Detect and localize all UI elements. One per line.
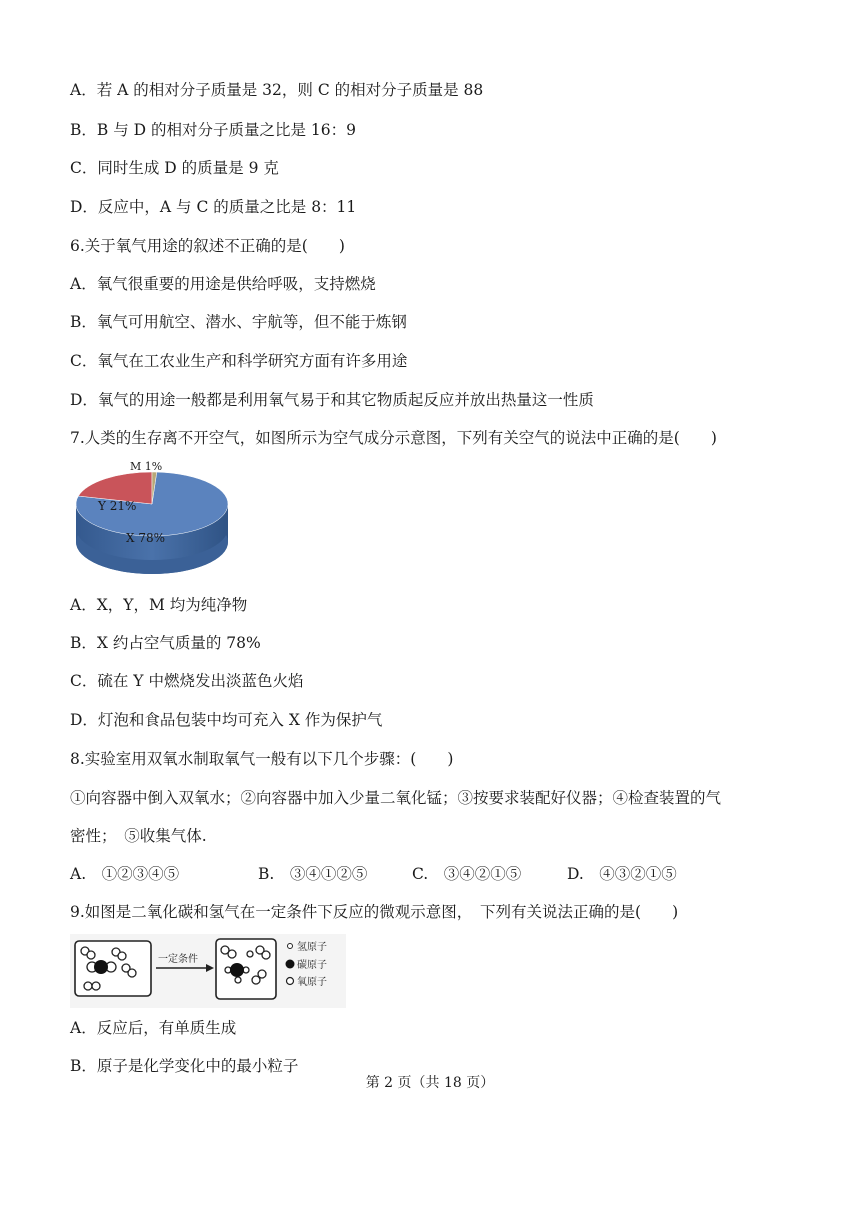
q8-option-d: D. ④③②①⑤ <box>567 865 677 883</box>
q7-option-b: B．X 约占空气质量的 78% <box>70 634 261 652</box>
q6-option-c: C．氧气在工农业生产和科学研究方面有许多用途 <box>70 352 408 370</box>
q8-option-a: A. ①②③④⑤ <box>70 865 180 883</box>
q5-option-b: B．B 与 D 的相对分子质量之比是 16：9 <box>70 121 357 139</box>
q8-option-c: C. ③④②①⑤ <box>412 865 522 883</box>
q6-stem: 6.关于氧气用途的叙述不正确的是( ) <box>70 237 345 255</box>
q5-option-d: D．反应中，A 与 C 的质量之比是 8：11 <box>70 198 357 216</box>
reaction-condition: 一定条件 <box>158 954 198 965</box>
legend-hydrogen: 氢原子 <box>297 942 327 953</box>
pie-label-m: M 1% <box>130 460 163 473</box>
q7-option-a: A．X，Y，M 均为纯净物 <box>70 596 248 614</box>
q5-option-c: C．同时生成 D 的质量是 9 克 <box>70 159 279 177</box>
q7-option-d: D．灯泡和食品包装中均可充入 X 作为保护气 <box>70 711 383 729</box>
q8-steps-line-2: 密性； ⑤收集气体. <box>70 827 207 845</box>
page-footer: 第 2 页（共 18 页） <box>365 1075 495 1091</box>
q7-option-c: C．硫在 Y 中燃烧发出淡蓝色火焰 <box>70 672 304 690</box>
q8-option-b: B. ③④①②⑤ <box>258 865 368 883</box>
q6-option-a: A．氧气很重要的用途是供给呼吸，支持燃烧 <box>70 275 376 293</box>
q6-option-b: B．氧气可用航空、潜水、宇航等，但不能于炼钢 <box>70 313 407 331</box>
q8-steps-line-1: ①向容器中倒入双氧水；②向容器中加入少量二氧化锰；③按要求装配好仪器；④检查装置的气 <box>70 789 722 807</box>
pie-label-x: X 78% <box>126 531 166 545</box>
hydrogen-atom-legend-icon <box>288 944 293 949</box>
pie-label-y: Y 21% <box>98 499 137 513</box>
q7-stem: 7.人类的生存离不开空气，如图所示为空气成分示意图，下列有关空气的说法中正确的是( ) <box>70 429 717 447</box>
air-composition-pie-chart <box>72 458 232 578</box>
reactant-carbon-atom <box>94 960 108 974</box>
q8-stem: 8.实验室用双氧水制取氧气一般有以下几个步骤：( ) <box>70 750 454 768</box>
q9-option-b: B．原子是化学变化中的最小粒子 <box>70 1057 299 1075</box>
legend-carbon: 碳原子 <box>297 960 327 971</box>
q9-option-a: A．反应后，有单质生成 <box>70 1019 237 1037</box>
product-carbon-atom <box>230 963 244 977</box>
carbon-atom-legend-icon <box>286 960 295 969</box>
reaction-micro-diagram <box>70 934 346 1008</box>
q9-stem: 9.如图是二氧化碳和氢气在一定条件下反应的微观示意图， 下列有关说法正确的是( ) <box>70 903 679 921</box>
q6-option-d: D．氧气的用途一般都是利用氧气易于和其它物质起反应并放出热量这一性质 <box>70 391 594 409</box>
q5-option-a: A．若 A 的相对分子质量是 32，则 C 的相对分子质量是 88 <box>70 81 484 99</box>
legend-oxygen: 氧原子 <box>297 977 327 988</box>
oxygen-atom-legend-icon <box>287 978 294 985</box>
